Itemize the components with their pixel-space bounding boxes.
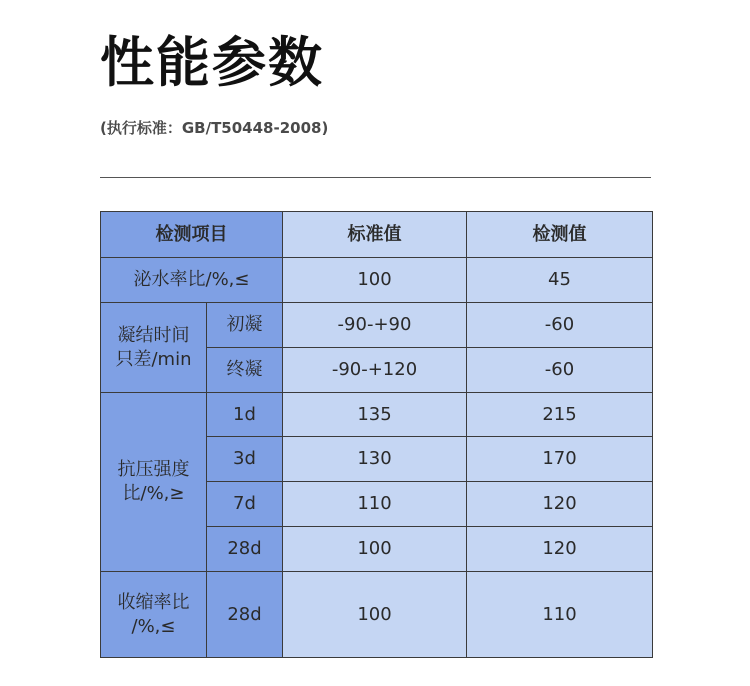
compressive-standard: 130: [283, 437, 467, 482]
compressive-measured: 120: [467, 482, 653, 527]
age-label: 7d: [207, 482, 283, 527]
setting-measured: -60: [467, 303, 653, 348]
table-row: [101, 258, 653, 303]
shrinkage-label-line1: 收缩率比: [117, 591, 190, 613]
table-row: [101, 393, 653, 437]
setting-time-label: [101, 303, 207, 393]
compressive-standard: 110: [283, 482, 467, 527]
header-measured: 检测值: [467, 212, 653, 258]
setting-standard: -90-+90: [283, 303, 467, 348]
compressive-standard: 135: [283, 393, 467, 437]
shrinkage-measured: 110: [467, 572, 653, 658]
table-header-row: [101, 212, 653, 258]
shrinkage-label: [101, 572, 207, 658]
divider: [100, 177, 651, 178]
age-label: 28d: [207, 572, 283, 658]
compressive-measured: 120: [467, 527, 653, 572]
setting-sub-label: 初凝: [207, 303, 283, 348]
setting-label-line2: 只差/min: [115, 348, 192, 370]
setting-measured: -60: [467, 348, 653, 393]
compressive-strength-label: [101, 393, 207, 572]
age-label: 1d: [207, 393, 283, 437]
standard-subtitle: (执行标准：GB/T50448-2008): [100, 119, 329, 137]
header-standard: 标准值: [283, 212, 467, 258]
age-label: 3d: [207, 437, 283, 482]
shrinkage-label-line2: /%,≤: [131, 615, 176, 637]
setting-sub-label: 终凝: [207, 348, 283, 393]
compressive-label-line1: 抗压强度: [117, 459, 190, 480]
bleeding-measured: 45: [467, 258, 653, 303]
bleeding-label: 泌水率比/%,≤: [101, 258, 283, 303]
age-label: 28d: [207, 527, 283, 572]
compressive-standard: 100: [283, 527, 467, 572]
header-item: 检测项目: [101, 212, 283, 258]
shrinkage-standard: 100: [283, 572, 467, 658]
compressive-measured: 170: [467, 437, 653, 482]
performance-table: [100, 211, 653, 658]
table-row: [101, 303, 653, 348]
bleeding-standard: 100: [283, 258, 467, 303]
compressive-measured: 215: [467, 393, 653, 437]
compressive-label-line2: 比/%,≥: [122, 483, 185, 504]
table-row: [101, 572, 653, 658]
page-title: 性能参数: [100, 31, 324, 94]
setting-standard: -90-+120: [283, 348, 467, 393]
setting-label-line1: 凝结时间: [117, 324, 190, 346]
